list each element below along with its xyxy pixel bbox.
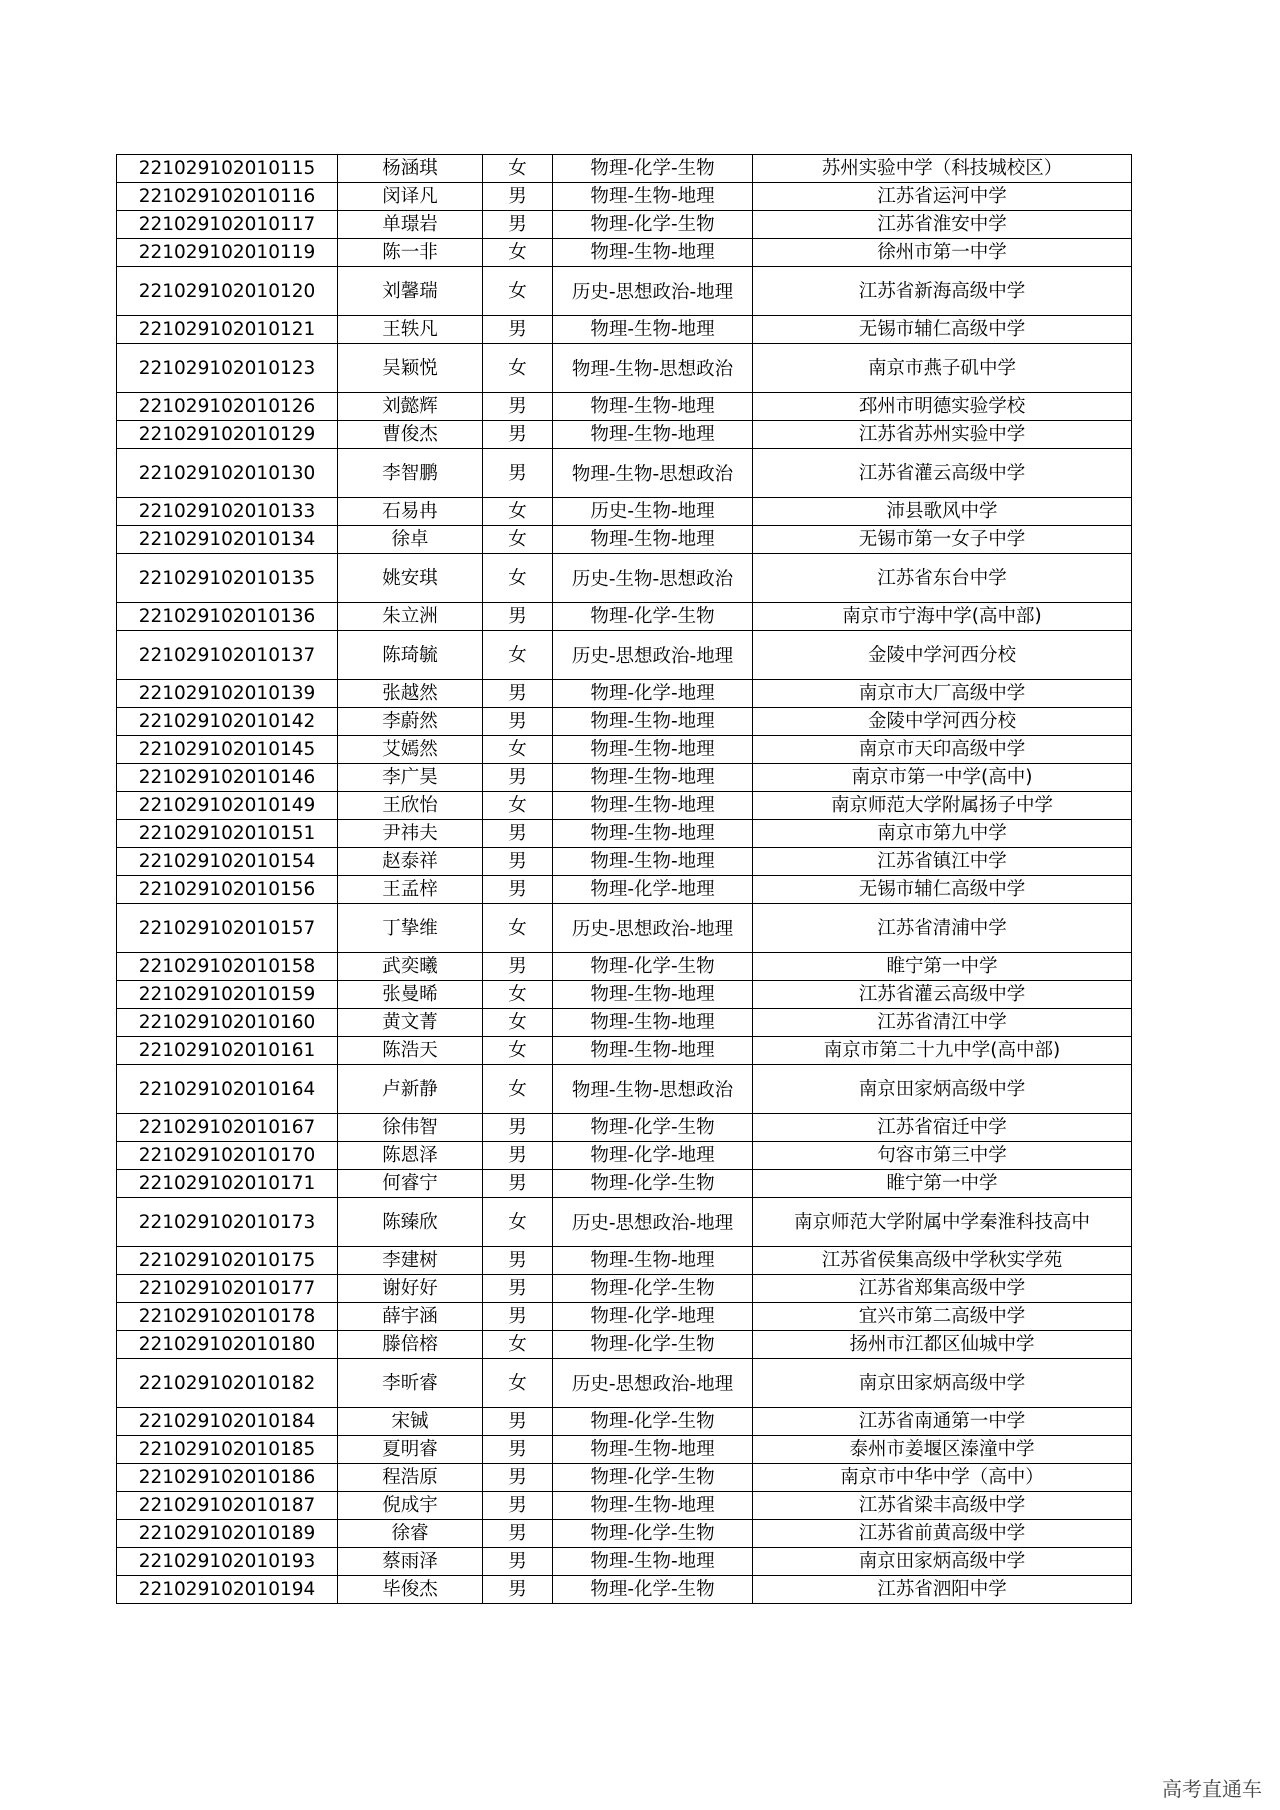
school-cell: 江苏省清江中学 — [753, 1009, 1132, 1037]
student-name-cell: 张越然 — [338, 680, 483, 708]
school-cell: 江苏省清浦中学 — [753, 904, 1132, 953]
subjects-cell: 物理-生物-地理 — [553, 1247, 753, 1275]
gender-cell: 男 — [483, 1464, 553, 1492]
gender-cell: 女 — [483, 155, 553, 183]
student-name-cell: 刘馨瑞 — [338, 267, 483, 316]
student-id-cell: 221029102010115 — [117, 155, 338, 183]
table-row — [117, 267, 1132, 316]
school-cell: 江苏省苏州实验中学 — [753, 421, 1132, 449]
school-cell: 江苏省淮安中学 — [753, 211, 1132, 239]
subjects-cell: 物理-生物-地理 — [553, 393, 753, 421]
school-cell: 南京市第一中学(高中) — [753, 764, 1132, 792]
student-name-cell: 李蔚然 — [338, 708, 483, 736]
subjects-cell: 物理-化学-生物 — [553, 1275, 753, 1303]
student-id-cell: 221029102010187 — [117, 1492, 338, 1520]
school-cell: 南京田家炳高级中学 — [753, 1359, 1132, 1408]
subjects-cell: 物理-生物-地理 — [553, 526, 753, 554]
subjects-cell: 物理-生物-地理 — [553, 764, 753, 792]
student-id-cell: 221029102010126 — [117, 393, 338, 421]
student-name-cell: 夏明睿 — [338, 1436, 483, 1464]
student-name-cell: 李智鹏 — [338, 449, 483, 498]
school-cell: 江苏省灌云高级中学 — [753, 449, 1132, 498]
student-id-cell: 221029102010133 — [117, 498, 338, 526]
school-cell: 金陵中学河西分校 — [753, 631, 1132, 680]
subjects-cell: 物理-化学-生物 — [553, 953, 753, 981]
subjects-cell: 物理-生物-地理 — [553, 1492, 753, 1520]
student-id-cell: 221029102010151 — [117, 820, 338, 848]
student-id-cell: 221029102010116 — [117, 183, 338, 211]
table-row — [117, 526, 1132, 554]
student-name-cell: 王轶凡 — [338, 316, 483, 344]
gender-cell: 男 — [483, 1275, 553, 1303]
student-name-cell: 徐伟智 — [338, 1114, 483, 1142]
gender-cell: 男 — [483, 1114, 553, 1142]
admission-list-table — [116, 154, 1132, 1604]
table-row — [117, 1009, 1132, 1037]
gender-cell: 男 — [483, 708, 553, 736]
gender-cell: 男 — [483, 953, 553, 981]
table-row — [117, 1247, 1132, 1275]
subjects-cell: 历史-思想政治-地理 — [553, 1198, 753, 1247]
student-name-cell: 陈臻欣 — [338, 1198, 483, 1247]
gender-cell: 男 — [483, 603, 553, 631]
gender-cell: 女 — [483, 1198, 553, 1247]
gender-cell: 女 — [483, 526, 553, 554]
school-cell: 江苏省东台中学 — [753, 554, 1132, 603]
gender-cell: 男 — [483, 1492, 553, 1520]
student-name-cell: 尹祎夫 — [338, 820, 483, 848]
table-row — [117, 1170, 1132, 1198]
student-id-cell: 221029102010117 — [117, 211, 338, 239]
school-cell: 金陵中学河西分校 — [753, 708, 1132, 736]
subjects-cell: 物理-化学-生物 — [553, 1520, 753, 1548]
table-row — [117, 904, 1132, 953]
school-cell: 扬州市江都区仙城中学 — [753, 1331, 1132, 1359]
subjects-cell: 物理-生物-地理 — [553, 1436, 753, 1464]
gender-cell: 女 — [483, 344, 553, 393]
school-cell: 南京市宁海中学(高中部) — [753, 603, 1132, 631]
subjects-cell: 物理-化学-生物 — [553, 1331, 753, 1359]
subjects-cell: 物理-化学-生物 — [553, 1576, 753, 1604]
student-id-cell: 221029102010175 — [117, 1247, 338, 1275]
gender-cell: 男 — [483, 1303, 553, 1331]
student-name-cell: 卢新静 — [338, 1065, 483, 1114]
student-name-cell: 王孟梓 — [338, 876, 483, 904]
student-name-cell: 艾嫣然 — [338, 736, 483, 764]
table-row — [117, 603, 1132, 631]
student-id-cell: 221029102010160 — [117, 1009, 338, 1037]
student-name-cell: 姚安琪 — [338, 554, 483, 603]
gender-cell: 女 — [483, 239, 553, 267]
student-id-cell: 221029102010156 — [117, 876, 338, 904]
subjects-cell: 物理-生物-地理 — [553, 421, 753, 449]
table-row — [117, 183, 1132, 211]
subjects-cell: 物理-生物-地理 — [553, 1009, 753, 1037]
subjects-cell: 物理-生物-思想政治 — [553, 1065, 753, 1114]
table-row — [117, 155, 1132, 183]
subjects-cell: 物理-生物-地理 — [553, 183, 753, 211]
gender-cell: 男 — [483, 316, 553, 344]
student-id-cell: 221029102010146 — [117, 764, 338, 792]
gender-cell: 女 — [483, 554, 553, 603]
student-name-cell: 李昕睿 — [338, 1359, 483, 1408]
subjects-cell: 物理-化学-地理 — [553, 1303, 753, 1331]
student-name-cell: 石易冉 — [338, 498, 483, 526]
student-id-cell: 221029102010178 — [117, 1303, 338, 1331]
student-name-cell: 徐睿 — [338, 1520, 483, 1548]
subjects-cell: 物理-化学-生物 — [553, 603, 753, 631]
table-row — [117, 1114, 1132, 1142]
gender-cell: 女 — [483, 981, 553, 1009]
gender-cell: 男 — [483, 1520, 553, 1548]
table-row — [117, 1548, 1132, 1576]
student-name-cell: 薛宇涵 — [338, 1303, 483, 1331]
table-row — [117, 498, 1132, 526]
student-name-cell: 陈一非 — [338, 239, 483, 267]
table-row — [117, 1331, 1132, 1359]
table-row — [117, 1520, 1132, 1548]
student-name-cell: 丁挚维 — [338, 904, 483, 953]
student-name-cell: 陈恩泽 — [338, 1142, 483, 1170]
subjects-cell: 物理-生物-地理 — [553, 316, 753, 344]
school-cell: 睢宁第一中学 — [753, 953, 1132, 981]
subjects-cell: 历史-思想政治-地理 — [553, 904, 753, 953]
subjects-cell: 物理-化学-地理 — [553, 1142, 753, 1170]
gender-cell: 男 — [483, 848, 553, 876]
student-id-cell: 221029102010193 — [117, 1548, 338, 1576]
student-id-cell: 221029102010184 — [117, 1408, 338, 1436]
table-row — [117, 1065, 1132, 1114]
student-id-cell: 221029102010158 — [117, 953, 338, 981]
school-cell: 无锡市辅仁高级中学 — [753, 316, 1132, 344]
table-row — [117, 421, 1132, 449]
school-cell: 江苏省运河中学 — [753, 183, 1132, 211]
student-id-cell: 221029102010120 — [117, 267, 338, 316]
gender-cell: 男 — [483, 183, 553, 211]
student-id-cell: 221029102010180 — [117, 1331, 338, 1359]
student-id-cell: 221029102010129 — [117, 421, 338, 449]
school-cell: 南京师范大学附属中学秦淮科技高中 — [753, 1198, 1132, 1247]
gender-cell: 男 — [483, 1548, 553, 1576]
subjects-cell: 物理-生物-地理 — [553, 708, 753, 736]
subjects-cell: 物理-生物-地理 — [553, 1548, 753, 1576]
student-id-cell: 221029102010119 — [117, 239, 338, 267]
student-name-cell: 刘懿辉 — [338, 393, 483, 421]
school-cell: 江苏省南通第一中学 — [753, 1408, 1132, 1436]
student-id-cell: 221029102010170 — [117, 1142, 338, 1170]
table-row — [117, 953, 1132, 981]
table-row — [117, 792, 1132, 820]
table-row — [117, 876, 1132, 904]
table-row — [117, 736, 1132, 764]
student-id-cell: 221029102010142 — [117, 708, 338, 736]
student-name-cell: 黄文菁 — [338, 1009, 483, 1037]
subjects-cell: 物理-生物-地理 — [553, 239, 753, 267]
gender-cell: 女 — [483, 1331, 553, 1359]
student-id-cell: 221029102010161 — [117, 1037, 338, 1065]
gender-cell: 女 — [483, 1359, 553, 1408]
subjects-cell: 物理-生物-地理 — [553, 820, 753, 848]
gender-cell: 男 — [483, 764, 553, 792]
school-cell: 南京田家炳高级中学 — [753, 1065, 1132, 1114]
student-id-cell: 221029102010130 — [117, 449, 338, 498]
student-id-cell: 221029102010189 — [117, 1520, 338, 1548]
subjects-cell: 物理-生物-思想政治 — [553, 344, 753, 393]
table-row — [117, 1142, 1132, 1170]
school-cell: 江苏省前黄高级中学 — [753, 1520, 1132, 1548]
school-cell: 句容市第三中学 — [753, 1142, 1132, 1170]
subjects-cell: 物理-化学-生物 — [553, 1170, 753, 1198]
school-cell: 南京师范大学附属扬子中学 — [753, 792, 1132, 820]
subjects-cell: 物理-生物-思想政治 — [553, 449, 753, 498]
student-id-cell: 221029102010159 — [117, 981, 338, 1009]
table-row — [117, 631, 1132, 680]
table-row — [117, 1303, 1132, 1331]
student-name-cell: 李建树 — [338, 1247, 483, 1275]
student-name-cell: 陈浩天 — [338, 1037, 483, 1065]
subjects-cell: 物理-化学-生物 — [553, 155, 753, 183]
school-cell: 苏州实验中学（科技城校区） — [753, 155, 1132, 183]
student-id-cell: 221029102010154 — [117, 848, 338, 876]
subjects-cell: 物理-化学-生物 — [553, 211, 753, 239]
student-name-cell: 谢好好 — [338, 1275, 483, 1303]
student-name-cell: 李广昊 — [338, 764, 483, 792]
student-name-cell: 宋铖 — [338, 1408, 483, 1436]
school-cell: 沛县歌风中学 — [753, 498, 1132, 526]
table-row — [117, 239, 1132, 267]
student-id-cell: 221029102010182 — [117, 1359, 338, 1408]
gender-cell: 男 — [483, 1170, 553, 1198]
subjects-cell: 物理-生物-地理 — [553, 848, 753, 876]
school-cell: 邳州市明德实验学校 — [753, 393, 1132, 421]
student-id-cell: 221029102010135 — [117, 554, 338, 603]
table-row — [117, 316, 1132, 344]
subjects-cell: 物理-化学-地理 — [553, 680, 753, 708]
student-name-cell: 蔡雨泽 — [338, 1548, 483, 1576]
table-body — [117, 155, 1132, 1604]
table-row — [117, 1464, 1132, 1492]
gender-cell: 男 — [483, 1408, 553, 1436]
table-row — [117, 1408, 1132, 1436]
table-row — [117, 1576, 1132, 1604]
student-name-cell: 王欣怡 — [338, 792, 483, 820]
table-row — [117, 449, 1132, 498]
student-name-cell: 杨涵琪 — [338, 155, 483, 183]
gender-cell: 男 — [483, 1142, 553, 1170]
table-row — [117, 554, 1132, 603]
watermark-text: 高考直通车 — [1162, 1777, 1262, 1801]
student-id-cell: 221029102010137 — [117, 631, 338, 680]
table-row — [117, 1359, 1132, 1408]
gender-cell: 男 — [483, 211, 553, 239]
gender-cell: 女 — [483, 498, 553, 526]
table-row — [117, 981, 1132, 1009]
school-cell: 南京市大厂高级中学 — [753, 680, 1132, 708]
table-row — [117, 211, 1132, 239]
subjects-cell: 历史-思想政治-地理 — [553, 267, 753, 316]
school-cell: 南京田家炳高级中学 — [753, 1548, 1132, 1576]
student-name-cell: 滕倍榕 — [338, 1331, 483, 1359]
student-name-cell: 闵译凡 — [338, 183, 483, 211]
gender-cell: 男 — [483, 1576, 553, 1604]
subjects-cell: 物理-生物-地理 — [553, 1037, 753, 1065]
subjects-cell: 物理-生物-地理 — [553, 981, 753, 1009]
table-row — [117, 708, 1132, 736]
school-cell: 宜兴市第二高级中学 — [753, 1303, 1132, 1331]
gender-cell: 男 — [483, 449, 553, 498]
subjects-cell: 物理-化学-生物 — [553, 1464, 753, 1492]
school-cell: 江苏省郑集高级中学 — [753, 1275, 1132, 1303]
table-row — [117, 764, 1132, 792]
student-id-cell: 221029102010167 — [117, 1114, 338, 1142]
student-name-cell: 毕俊杰 — [338, 1576, 483, 1604]
school-cell: 江苏省宿迁中学 — [753, 1114, 1132, 1142]
subjects-cell: 历史-思想政治-地理 — [553, 631, 753, 680]
subjects-cell: 物理-化学-生物 — [553, 1408, 753, 1436]
table-row — [117, 848, 1132, 876]
gender-cell: 男 — [483, 820, 553, 848]
school-cell: 江苏省梁丰高级中学 — [753, 1492, 1132, 1520]
school-cell: 江苏省侯集高级中学秋实学苑 — [753, 1247, 1132, 1275]
gender-cell: 男 — [483, 421, 553, 449]
gender-cell: 女 — [483, 1037, 553, 1065]
student-id-cell: 221029102010164 — [117, 1065, 338, 1114]
table-row — [117, 1436, 1132, 1464]
student-id-cell: 221029102010121 — [117, 316, 338, 344]
student-name-cell: 何睿宁 — [338, 1170, 483, 1198]
subjects-cell: 物理-生物-地理 — [553, 792, 753, 820]
student-id-cell: 221029102010194 — [117, 1576, 338, 1604]
student-name-cell: 单璟岩 — [338, 211, 483, 239]
student-id-cell: 221029102010173 — [117, 1198, 338, 1247]
gender-cell: 男 — [483, 680, 553, 708]
subjects-cell: 物理-化学-生物 — [553, 1114, 753, 1142]
student-id-cell: 221029102010123 — [117, 344, 338, 393]
gender-cell: 女 — [483, 1065, 553, 1114]
table-row — [117, 1037, 1132, 1065]
school-cell: 南京市第二十九中学(高中部) — [753, 1037, 1132, 1065]
student-id-cell: 221029102010185 — [117, 1436, 338, 1464]
school-cell: 无锡市辅仁高级中学 — [753, 876, 1132, 904]
subjects-cell: 物理-化学-地理 — [553, 876, 753, 904]
student-id-cell: 221029102010139 — [117, 680, 338, 708]
gender-cell: 女 — [483, 267, 553, 316]
school-cell: 南京市天印高级中学 — [753, 736, 1132, 764]
student-name-cell: 程浩原 — [338, 1464, 483, 1492]
school-cell: 南京市燕子矶中学 — [753, 344, 1132, 393]
student-name-cell: 徐卓 — [338, 526, 483, 554]
school-cell: 无锡市第一女子中学 — [753, 526, 1132, 554]
student-id-cell: 221029102010157 — [117, 904, 338, 953]
student-name-cell: 朱立洲 — [338, 603, 483, 631]
school-cell: 徐州市第一中学 — [753, 239, 1132, 267]
subjects-cell: 历史-思想政治-地理 — [553, 1359, 753, 1408]
gender-cell: 男 — [483, 393, 553, 421]
gender-cell: 男 — [483, 1247, 553, 1275]
school-cell: 睢宁第一中学 — [753, 1170, 1132, 1198]
student-id-cell: 221029102010134 — [117, 526, 338, 554]
table-row — [117, 344, 1132, 393]
student-id-cell: 221029102010136 — [117, 603, 338, 631]
subjects-cell: 历史-生物-思想政治 — [553, 554, 753, 603]
gender-cell: 女 — [483, 792, 553, 820]
student-id-cell: 221029102010186 — [117, 1464, 338, 1492]
school-cell: 江苏省泗阳中学 — [753, 1576, 1132, 1604]
subjects-cell: 物理-生物-地理 — [553, 736, 753, 764]
student-name-cell: 吴颖悦 — [338, 344, 483, 393]
student-id-cell: 221029102010145 — [117, 736, 338, 764]
school-cell: 江苏省灌云高级中学 — [753, 981, 1132, 1009]
table-row — [117, 820, 1132, 848]
gender-cell: 女 — [483, 904, 553, 953]
student-name-cell: 赵泰祥 — [338, 848, 483, 876]
school-cell: 江苏省新海高级中学 — [753, 267, 1132, 316]
student-id-cell: 221029102010177 — [117, 1275, 338, 1303]
student-name-cell: 曹俊杰 — [338, 421, 483, 449]
gender-cell: 女 — [483, 736, 553, 764]
table-row — [117, 1492, 1132, 1520]
school-cell: 江苏省镇江中学 — [753, 848, 1132, 876]
gender-cell: 男 — [483, 1436, 553, 1464]
student-name-cell: 张曼晞 — [338, 981, 483, 1009]
school-cell: 南京市中华中学（高中） — [753, 1464, 1132, 1492]
gender-cell: 女 — [483, 631, 553, 680]
student-name-cell: 武奕曦 — [338, 953, 483, 981]
student-name-cell: 倪成宇 — [338, 1492, 483, 1520]
gender-cell: 女 — [483, 1009, 553, 1037]
school-cell: 南京市第九中学 — [753, 820, 1132, 848]
student-id-cell: 221029102010171 — [117, 1170, 338, 1198]
school-cell: 泰州市姜堰区溱潼中学 — [753, 1436, 1132, 1464]
table-row — [117, 1275, 1132, 1303]
subjects-cell: 历史-生物-地理 — [553, 498, 753, 526]
student-name-cell: 陈琦毓 — [338, 631, 483, 680]
table-row — [117, 1198, 1132, 1247]
student-id-cell: 221029102010149 — [117, 792, 338, 820]
table-row — [117, 393, 1132, 421]
gender-cell: 男 — [483, 876, 553, 904]
table-row — [117, 680, 1132, 708]
